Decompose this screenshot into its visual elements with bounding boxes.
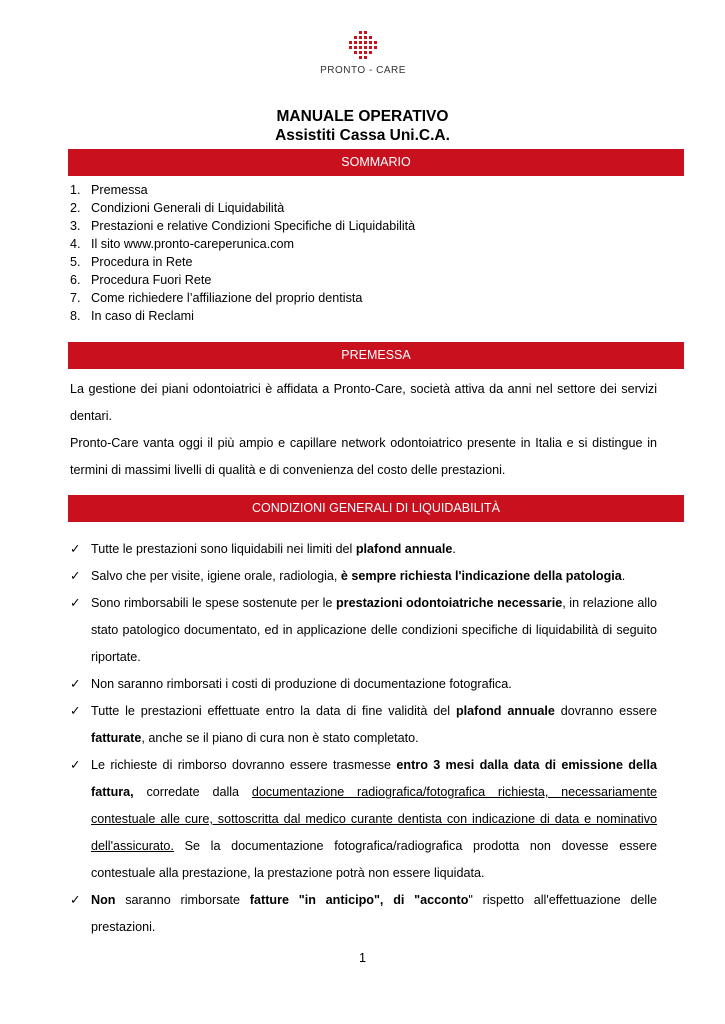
- toc-item[interactable]: [70, 181, 670, 199]
- checkmark-icon: ✓: [70, 893, 81, 907]
- dots-logo-icon: [343, 30, 383, 62]
- toc-number: 6.: [70, 273, 81, 287]
- toc-item[interactable]: [70, 235, 670, 253]
- toc-item[interactable]: [70, 289, 670, 307]
- toc-label: Il sito www.pronto-careperunica.com: [91, 237, 294, 251]
- toc-label: Come richiedere l’affiliazione del proprio dentista: [91, 291, 363, 305]
- toc-number: 5.: [70, 255, 81, 269]
- toc-number: 3.: [70, 219, 81, 233]
- toc-item[interactable]: [70, 253, 670, 271]
- table-of-contents: [70, 181, 670, 325]
- document-title: MANUALE OPERATIVO: [276, 108, 449, 125]
- toc-number: 7.: [70, 291, 81, 305]
- toc-number: 2.: [70, 201, 81, 215]
- section-header-condizioni: CONDIZIONI GENERALI DI LIQUIDABILITÀ: [68, 495, 684, 522]
- checkmark-icon: ✓: [70, 596, 81, 610]
- page-number: 1: [358, 951, 366, 965]
- toc-item[interactable]: [70, 217, 670, 235]
- toc-label: In caso di Reclami: [91, 309, 194, 323]
- toc-number: 4.: [70, 237, 81, 251]
- section-header-sommario: SOMMARIO: [68, 149, 684, 176]
- condition-item: ✓ Tutte le prestazioni effettuate entro la data di fine validità del plafond annuale dovranno essere fatturate, anche se il piano di cura non è stato completato.: [70, 698, 657, 752]
- condition-item: ✓ Salvo che per visite, igiene orale, radiologia, è sempre richiesta l'indicazione della patologia.: [70, 563, 657, 590]
- document-subtitle: Assistiti Cassa Uni.C.A.: [275, 127, 450, 144]
- condition-item: ✓ Tutte le prestazioni sono liquidabili nei limiti del plafond annuale.: [70, 536, 657, 563]
- condition-item: ✓ Sono rimborsabili le spese sostenute per le prestazioni odontoiatriche necessarie, in relazione allo stato patologico documentato, ed in applicazione delle condizioni specifiche di liquidabilità di seguito riportate.: [70, 590, 657, 671]
- toc-number: 1.: [70, 183, 81, 197]
- checkmark-icon: ✓: [70, 569, 81, 583]
- toc-label: Procedura Fuori Rete: [91, 273, 212, 287]
- condition-item: ✓ Non saranno rimborsati i costi di produzione di documentazione fotografica.: [70, 671, 657, 698]
- pronto-care-logo: [318, 30, 408, 76]
- premessa-paragraph-1: La gestione dei piani odontoiatrici è affidata a Pronto-Care, società attiva da anni nel settore dei servizi dentari.: [70, 382, 657, 423]
- checkmark-icon: ✓: [70, 704, 81, 718]
- checkmark-icon: ✓: [70, 677, 81, 691]
- toc-number: 8.: [70, 309, 81, 323]
- toc-label: Premessa: [91, 183, 148, 197]
- toc-label: Prestazioni e relative Condizioni Specifiche di Liquidabilità: [91, 219, 416, 233]
- toc-item[interactable]: [70, 199, 670, 217]
- section-header-premessa: PREMESSA: [68, 342, 684, 369]
- toc-label: Condizioni Generali di Liquidabilità: [91, 201, 285, 215]
- logo-text: PRONTO - CARE: [320, 65, 406, 76]
- premessa-paragraph-2: Pronto-Care vanta oggi il più ampio e capillare network odontoiatrico presente in Italia e si distingue in termini di massimi livelli di qualità e di convenienza del costo delle prestazioni.: [70, 436, 657, 477]
- toc-label: Procedura in Rete: [91, 255, 193, 269]
- toc-item[interactable]: [70, 271, 670, 289]
- condition-item: ✓ Non saranno rimborsate fatture "in anticipo", di "acconto" rispetto all'effettuazione delle prestazioni.: [70, 887, 657, 941]
- toc-item[interactable]: [70, 307, 670, 325]
- checkmark-icon: ✓: [70, 758, 81, 772]
- checkmark-icon: ✓: [70, 542, 81, 556]
- conditions-list: [70, 536, 657, 941]
- condition-item: ✓ Le richieste di rimborso dovranno essere trasmesse entro 3 mesi dalla data di emissione della fattura, corredate dalla documentazione radiografica/fotografica richiesta, necessariamente contestuale alle cure, sottoscritta dal medico curante dentista con indicazione di data e nominativo dell'assicurato. Se la documentazione fotografica/radiografica prodotta non dovesse essere contestuale alla prestazione, la prestazione potrà non essere liquidata.: [70, 752, 657, 887]
